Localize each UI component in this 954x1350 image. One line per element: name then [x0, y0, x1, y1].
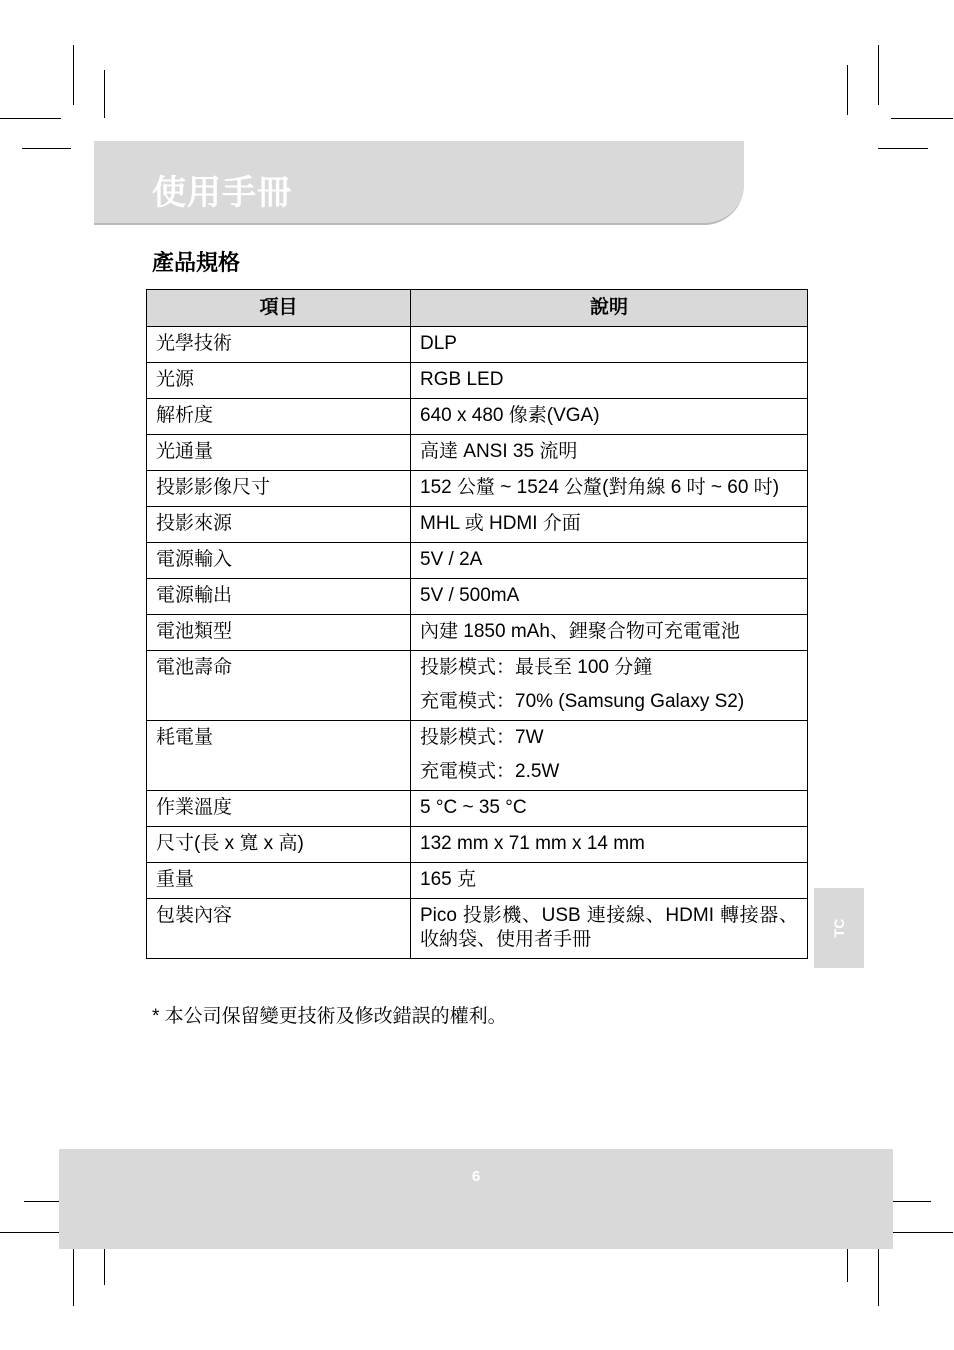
spec-item: 投影來源 [147, 507, 411, 543]
crop-mark [0, 118, 61, 119]
spec-line: 640 x 480 像素(VGA) [420, 405, 600, 426]
spec-description [411, 507, 808, 543]
spec-item: 重量 [147, 863, 411, 899]
table-row [147, 791, 808, 827]
table-row [147, 579, 808, 615]
crop-mark [104, 70, 105, 118]
spec-item: 解析度 [147, 399, 411, 435]
table-row [147, 827, 808, 863]
crop-mark [891, 1232, 953, 1233]
spec-description [411, 363, 808, 399]
spec-description [411, 435, 808, 471]
crop-mark [878, 148, 928, 149]
spec-item: 光源 [147, 363, 411, 399]
spec-description [411, 899, 808, 959]
spec-description [411, 863, 808, 899]
spec-item: 尺寸(長 x 寬 x 高) [147, 827, 411, 863]
spec-description [411, 543, 808, 579]
spec-line: 165 克 [420, 869, 476, 890]
spec-item: 耗電量 [147, 721, 411, 791]
footer-band [59, 1149, 893, 1249]
table-row [147, 507, 808, 543]
spec-item: 包裝內容 [147, 899, 411, 959]
spec-line: MHL 或 HDMI 介面 [420, 513, 581, 534]
spec-item: 電源輸出 [147, 579, 411, 615]
spec-table [146, 289, 808, 959]
spec-line: Pico 投影機、USB 連接線、HDMI 轉接器、收納袋、使用者手冊 [420, 905, 798, 950]
table-row [147, 399, 808, 435]
language-tab-label: TC [831, 918, 847, 938]
spec-line: 投影模式：7W [420, 727, 544, 748]
crop-mark [891, 118, 953, 119]
spec-line: 152 公釐 ~ 1524 公釐(對角線 6 吋 ~ 60 吋) [420, 477, 780, 498]
table-row [147, 471, 808, 507]
header-title: 使用手冊 [152, 174, 292, 212]
crop-mark [878, 45, 879, 105]
crop-mark [847, 65, 848, 115]
spec-description [411, 327, 808, 363]
spec-description [411, 615, 808, 651]
table-row [147, 721, 808, 791]
spec-description [411, 579, 808, 615]
spec-line: DLP [420, 333, 457, 354]
spec-item: 電池類型 [147, 615, 411, 651]
spec-line: 5V / 500mA [420, 585, 520, 606]
spec-line: 132 mm x 71 mm x 14 mm [420, 833, 645, 854]
header-band [94, 141, 744, 225]
page-number: 6 [471, 1168, 481, 1185]
table-row [147, 899, 808, 959]
crop-mark [22, 148, 71, 149]
spec-item: 投影影像尺寸 [147, 471, 411, 507]
spec-description [411, 471, 808, 507]
spec-line: 充電模式：70% (Samsung Galaxy S2) [420, 691, 745, 712]
footnote: * 本公司保留變更技術及修改錯誤的權利。 [152, 1006, 507, 1027]
crop-mark [73, 1245, 74, 1306]
table-row [147, 327, 808, 363]
section-title: 產品規格 [152, 250, 241, 275]
spec-line: RGB LED [420, 369, 504, 390]
table-row [147, 363, 808, 399]
spec-description [411, 651, 808, 721]
table-row [147, 615, 808, 651]
spec-line: 充電模式：2.5W [420, 761, 560, 782]
crop-mark [878, 1245, 879, 1306]
table-row [147, 435, 808, 471]
spec-item: 光通量 [147, 435, 411, 471]
language-tab [814, 888, 864, 968]
column-header-item: 項目 [147, 290, 411, 327]
spec-description [411, 827, 808, 863]
crop-mark [73, 45, 74, 105]
spec-item: 光學技術 [147, 327, 411, 363]
spec-line: 高達 ANSI 35 流明 [420, 441, 578, 462]
spec-line: 投影模式：最長至 100 分鐘 [420, 657, 653, 678]
spec-description [411, 721, 808, 791]
spec-line: 5V / 2A [420, 549, 483, 570]
spec-item: 電池壽命 [147, 651, 411, 721]
column-header-description: 說明 [411, 290, 808, 327]
table-header-row [147, 290, 808, 327]
spec-line: 5 °C ~ 35 °C [420, 797, 527, 818]
spec-item: 電源輸入 [147, 543, 411, 579]
table-row [147, 651, 808, 721]
spec-line: 內建 1850 mAh、鋰聚合物可充電電池 [420, 621, 740, 642]
spec-description [411, 399, 808, 435]
table-row [147, 863, 808, 899]
spec-item: 作業溫度 [147, 791, 411, 827]
spec-description [411, 791, 808, 827]
crop-mark [0, 1232, 62, 1233]
table-row [147, 543, 808, 579]
